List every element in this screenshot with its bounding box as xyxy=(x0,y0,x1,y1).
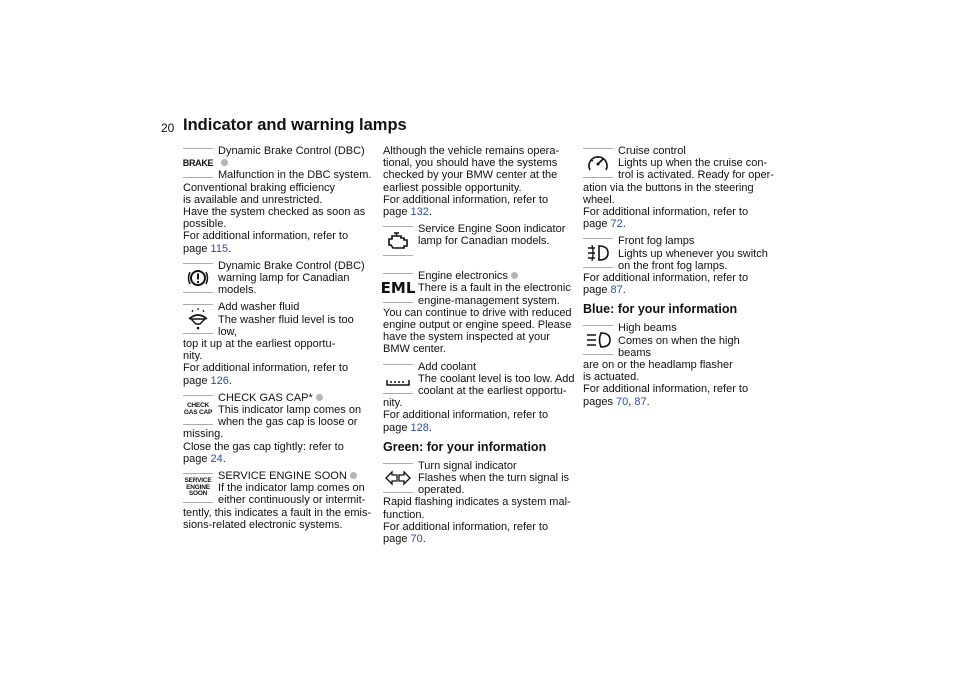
cruise-control-icon xyxy=(583,148,613,178)
bullet-dot-icon xyxy=(221,159,228,166)
page-link-87[interactable]: 87 xyxy=(634,395,647,408)
page-link-24[interactable]: 24 xyxy=(210,452,223,465)
green-section-heading: Green: for your information xyxy=(383,439,547,454)
ses-canada-entry: Service Engine Soon indicator lamp for Canadian models. xyxy=(383,223,575,258)
cruise-control-entry: Cruise control Lights up when the cruise con- trol is activated. Ready for oper- ation via the buttons in the steering wheel. For additional information, refer to page 72. xyxy=(583,145,774,231)
page-link-70[interactable]: 70 xyxy=(410,533,423,546)
page-link-128[interactable]: 128 xyxy=(410,421,429,434)
engine-icon xyxy=(383,226,413,256)
eml-icon: EML xyxy=(383,273,413,303)
coolant-entry: Add coolant The coolant level is too low. Add coolant at the earliest opportu- nity. For additional information, refer to page 128. xyxy=(383,360,575,434)
page-number: 20 xyxy=(161,121,175,135)
page-link-72[interactable]: 72 xyxy=(610,218,623,231)
turn-signal-arrows-icon xyxy=(383,463,413,493)
bullet-dot-icon xyxy=(511,272,518,279)
bullet-dot-icon xyxy=(350,472,357,479)
dbc-entry: BRAKE Dynamic Brake Control (DBC) Malfunction in the DBC system. Conventional braking efficiency is available and unrestricted. Have the system checked as soon as possible. For additional information, refer to page 115. xyxy=(182,145,372,255)
high-beams-entry: High beams Comes on when the high beams are on or the headlamp flasher is actuated. For additional information, refer to pages 70, 87. xyxy=(583,322,749,408)
page-link-126[interactable]: 126 xyxy=(210,374,229,387)
washer-fluid-icon xyxy=(183,304,213,334)
page-link-70[interactable]: 70 xyxy=(616,395,629,408)
high-beam-icon xyxy=(583,325,613,355)
dbc-canada-entry: Dynamic Brake Control (DBC) warning lamp for Canadian models. xyxy=(183,260,375,297)
column-2 xyxy=(380,145,575,550)
service-engine-soon-icon: SERVICE ENGINE SOON xyxy=(183,473,213,503)
column-3 xyxy=(583,145,775,413)
brake-icon: BRAKE xyxy=(183,148,213,178)
bullet-dot-icon xyxy=(316,394,323,401)
ses-continued-text: Although the vehicle remains opera- tional, you should have the systems checked by your BMW center at the earliest possible opportunity. For additional information, refer to page 132. xyxy=(383,145,560,219)
page-link-132[interactable]: 132 xyxy=(410,206,429,219)
column-1 xyxy=(183,145,375,536)
front-fog-entry: Front fog lamps Lights up whenever you switch on the front fog lamps. For additional information, refer to page 87. xyxy=(583,235,768,297)
page-link-87[interactable]: 87 xyxy=(610,284,623,297)
washer-entry: Add washer fluid The washer fluid level is too low, top it up at the earliest opportu- nity. For additional information, refer to page 126. xyxy=(183,301,354,387)
front-fog-lamp-icon xyxy=(583,238,613,268)
eml-entry: EML Engine electronics There is a fault in the electronic engine-management system. You can continue to drive with reduced engine output or engine speed. Please have the system inspected at your BMW center. xyxy=(380,270,572,356)
blue-section-heading: Blue: for your information xyxy=(583,302,738,317)
turn-signal-entry: Turn signal indicator Flashes when the turn signal is operated. Rapid flashing indicates a system mal- function. For additional information, refer to page 70. xyxy=(383,459,571,546)
exclamation-circle-icon xyxy=(183,263,213,293)
coolant-icon xyxy=(383,364,413,394)
page-link-115[interactable]: 115 xyxy=(210,242,229,255)
service-engine-soon-entry: SERVICE ENGINE SOON SERVICE ENGINE SOON If the indicator lamp comes on either continuously or intermit- tently, this indicates a fault in the emis- sions-related electronic systems. xyxy=(183,470,372,531)
page-title: Indicator and warning lamps xyxy=(183,116,407,134)
check-gas-cap-icon: CHECK GAS CAP xyxy=(183,395,213,425)
gas-cap-entry: CHECK GAS CAP CHECK GAS CAP* This indicator lamp comes on when the gas cap is loose or missing. Close the gas cap tightly: refer to page 24. xyxy=(183,391,362,465)
